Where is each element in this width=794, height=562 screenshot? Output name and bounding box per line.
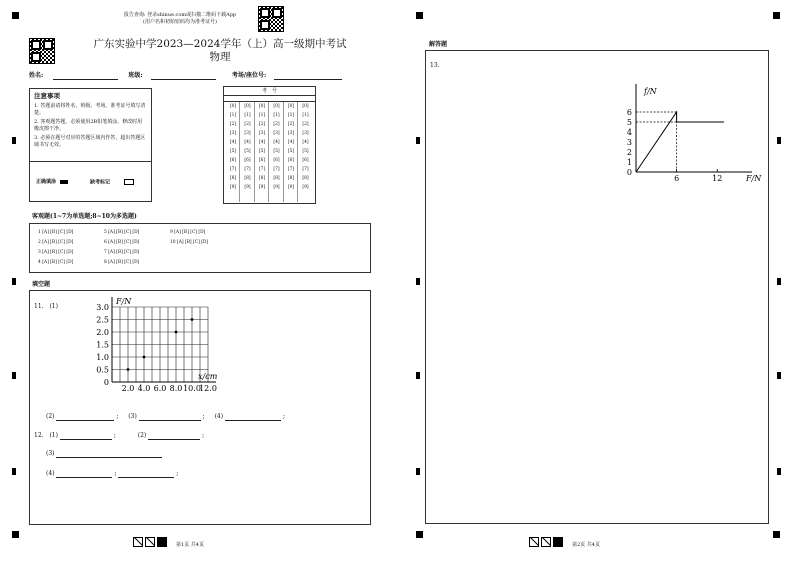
q11-part4-blank[interactable] xyxy=(225,413,281,421)
spring-force-extension-chart xyxy=(50,295,218,405)
exam-digit-bubble[interactable]: [4] xyxy=(273,140,280,145)
data-point xyxy=(143,356,146,359)
y-tick-label: 1.0 xyxy=(96,353,109,362)
q11-row-2: (2) ; (3) ; (4) ; xyxy=(46,413,285,420)
exam-digit-bubble[interactable]: [4] xyxy=(244,140,251,145)
objective-question[interactable]: 6 [A] [B] [C] [D] xyxy=(104,240,140,245)
exam-digit-bubble[interactable]: [9] xyxy=(287,185,295,190)
exam-number-grid xyxy=(223,86,316,204)
registration-mark xyxy=(12,531,19,538)
name-label: 姓名: xyxy=(29,72,44,79)
registration-mark xyxy=(416,278,420,285)
page2-number: 第2页 共4页 xyxy=(572,542,600,548)
exam-digit-bubble[interactable]: [1] xyxy=(244,113,251,118)
q12-row-1: 12. (1) ; (2) ; xyxy=(34,432,205,439)
exam-digit-bubble[interactable]: [2] xyxy=(244,122,251,127)
exam-digit-bubble[interactable]: [4] xyxy=(287,140,295,145)
exam-digit-bubble[interactable]: [9] xyxy=(273,185,280,190)
report-notice-line2: (用户名和初始密码均为准考证号) xyxy=(143,19,217,25)
q12-part2-blank[interactable] xyxy=(148,432,200,440)
q12-row-4: (4) ; ; xyxy=(46,470,179,477)
exam-digit-bubble[interactable]: [9] xyxy=(229,185,237,190)
page1-indicator xyxy=(133,531,169,550)
registration-mark xyxy=(12,468,16,475)
exam-title: 广东实验中学2023—2024学年（上）高一级期中考试 xyxy=(93,38,347,50)
y-tick-label: 1.5 xyxy=(96,340,109,350)
objective-question[interactable]: 1 [A] [B] [C] [D] xyxy=(38,230,74,235)
friction-force-chart xyxy=(622,73,762,183)
exam-digit-bubble[interactable]: [2] xyxy=(258,122,266,127)
class-field[interactable] xyxy=(151,72,216,80)
objective-title: 客观题(1~7为单选题;8~10为多选题) xyxy=(32,213,137,220)
exam-digit-bubble[interactable]: [5] xyxy=(273,149,280,154)
exam-digit-bubble[interactable]: [3] xyxy=(273,131,280,136)
y-tick-label: 1 xyxy=(626,158,632,167)
x-tick-label: 2.0 xyxy=(121,384,135,393)
exam-digit-bubble[interactable]: [6] xyxy=(287,158,295,163)
q11-part2-blank[interactable] xyxy=(56,413,114,421)
exam-digit-bubble[interactable]: [5] xyxy=(287,149,295,154)
exam-digit-bubble[interactable]: [2] xyxy=(287,122,295,127)
exam-digit-bubble[interactable]: [7] xyxy=(244,167,251,172)
data-point xyxy=(175,331,178,334)
exam-number-column xyxy=(256,102,269,202)
exam-digit-bubble[interactable]: [4] xyxy=(302,140,309,145)
exam-number-column xyxy=(227,102,240,202)
notes-title: 注意事项 xyxy=(34,92,60,100)
registration-mark xyxy=(773,12,780,19)
correct-fill-sample xyxy=(60,180,68,184)
exam-number-column xyxy=(242,102,255,202)
x-tick-label: 4.0 xyxy=(137,384,151,393)
q11-label: 11. (1) xyxy=(34,303,58,310)
page2-indicator xyxy=(529,531,565,550)
class-label: 班级: xyxy=(128,72,143,79)
exam-digit-bubble[interactable]: [3] xyxy=(302,131,309,136)
q12-part3-blank[interactable] xyxy=(56,450,162,458)
exam-digit-bubble[interactable]: [6] xyxy=(244,158,251,163)
objective-answer-box xyxy=(29,223,371,273)
objective-question[interactable]: 7 [A] [B] [C] [D] xyxy=(104,250,140,255)
y-tick-label: 0 xyxy=(626,168,632,177)
exam-digit-bubble[interactable]: [2] xyxy=(229,122,237,127)
name-field[interactable] xyxy=(53,72,118,80)
y-tick-label: 2.5 xyxy=(96,315,109,325)
exam-digit-bubble[interactable]: [0] xyxy=(258,104,266,109)
exam-digit-bubble[interactable]: [6] xyxy=(302,158,309,163)
exam-digit-bubble[interactable]: [6] xyxy=(258,158,266,163)
exam-digit-bubble[interactable]: [6] xyxy=(229,158,237,163)
q11-part4-label: (4) xyxy=(214,413,224,420)
objective-question[interactable]: 5 [A] [B] [C] [D] xyxy=(104,230,140,235)
student-info-row xyxy=(29,72,369,80)
registration-mark xyxy=(416,531,423,538)
q12-part1-label: (1) xyxy=(49,432,58,439)
q12-part1-blank[interactable] xyxy=(60,432,112,440)
exam-digit-bubble[interactable]: [9] xyxy=(258,185,266,190)
x-tick-label: 12 xyxy=(712,174,723,183)
seat-field[interactable] xyxy=(274,72,342,80)
y-tick-label: 3 xyxy=(626,138,632,147)
registration-mark xyxy=(12,12,19,19)
x-tick-label: 10.0 xyxy=(183,384,201,393)
exam-digit-bubble[interactable]: [8] xyxy=(273,176,280,181)
seat-label: 考场/座位号: xyxy=(231,72,267,79)
correct-fill-legend xyxy=(36,179,68,186)
registration-mark xyxy=(12,137,16,144)
objective-question[interactable]: 4 [A] [B] [C] [D] xyxy=(38,260,74,265)
exam-digit-bubble[interactable]: [7] xyxy=(302,167,309,172)
exam-digit-bubble[interactable]: [8] xyxy=(258,176,266,181)
x-tick-label: 12.0 xyxy=(199,384,217,393)
exam-digit-bubble[interactable]: [4] xyxy=(229,140,237,145)
q11-part3-label: (3) xyxy=(128,413,137,420)
registration-mark xyxy=(416,12,423,19)
exam-number-column xyxy=(285,102,298,202)
missing-exam-legend xyxy=(90,179,134,187)
x-tick-label: 6.0 xyxy=(153,384,167,393)
exam-digit-bubble[interactable]: [8] xyxy=(302,176,309,181)
registration-mark xyxy=(12,372,16,379)
registration-mark xyxy=(777,278,781,285)
y-axis-label: F/N xyxy=(116,297,132,306)
answer-section-title: 解答题 xyxy=(429,41,448,48)
exam-digit-bubble[interactable]: [0] xyxy=(302,104,309,109)
fill-blank-title: 填空题 xyxy=(32,281,51,288)
registration-mark xyxy=(416,372,420,379)
series-line xyxy=(636,112,724,172)
exam-subject: 物理 xyxy=(209,51,231,63)
y-tick-label: 3.0 xyxy=(96,303,109,312)
exam-digit-bubble[interactable]: [1] xyxy=(302,113,309,118)
exam-digit-bubble[interactable]: [7] xyxy=(229,167,237,172)
page1-number: 第1页 共4页 xyxy=(176,542,204,548)
exam-digit-bubble[interactable]: [2] xyxy=(302,122,309,127)
q12-row-3 xyxy=(46,450,162,458)
q12-part4-label: (4) xyxy=(46,470,55,477)
exam-digit-bubble[interactable]: [8] xyxy=(244,176,251,181)
notes-item: 2. 客观题答题，必须使用2B铅笔填涂，修改时用橡皮擦干净。 xyxy=(34,119,143,132)
objective-question[interactable]: 9 [A] [B] [C] [D] xyxy=(170,230,206,235)
exam-digit-bubble[interactable]: [5] xyxy=(302,149,309,154)
exam-digit-bubble[interactable]: [9] xyxy=(302,185,309,190)
y-tick-label: 2 xyxy=(626,148,632,157)
exam-digit-bubble[interactable]: [3] xyxy=(244,131,251,136)
q11-part2-label: (2) xyxy=(46,413,55,420)
registration-mark xyxy=(773,531,780,538)
y-tick-label: 6 xyxy=(626,108,632,117)
fill-blank-box xyxy=(29,290,371,525)
registration-mark xyxy=(416,137,420,144)
exam-number-header: 考 号 xyxy=(224,87,315,96)
exam-digit-bubble[interactable]: [0] xyxy=(287,104,295,109)
objective-question[interactable]: 10 [A] [B] [C] [D] xyxy=(170,240,209,245)
registration-mark xyxy=(416,468,420,475)
exam-digit-bubble[interactable]: [7] xyxy=(273,167,280,172)
registration-mark xyxy=(777,137,781,144)
q11-part3-blank[interactable] xyxy=(139,413,201,421)
exam-digit-bubble[interactable]: [8] xyxy=(229,176,237,181)
exam-digit-bubble[interactable]: [3] xyxy=(258,131,266,136)
registration-mark xyxy=(777,468,781,475)
objective-question[interactable]: 8 [A] [B] [C] [D] xyxy=(104,260,140,265)
q13-label: 13. xyxy=(430,62,440,69)
data-point xyxy=(127,368,130,371)
notes-item: 1. 答题前请将姓名、班级、考场、准考证号填写清楚。 xyxy=(34,103,146,116)
notes-item: 3. 必须在题号对应的答题区域内作答，超出答题区域书写无效。 xyxy=(34,135,146,148)
report-notice xyxy=(105,12,255,26)
y-tick-label: 5 xyxy=(626,118,632,127)
x-tick-label: 8.0 xyxy=(169,384,183,393)
exam-digit-bubble[interactable]: [6] xyxy=(273,158,280,163)
exam-digit-bubble[interactable]: [0] xyxy=(273,104,280,109)
q12-label: 12. xyxy=(34,432,44,439)
exam-digit-bubble[interactable]: [1] xyxy=(229,113,237,118)
exam-digit-bubble[interactable]: [5] xyxy=(244,149,251,154)
exam-digit-bubble[interactable]: [1] xyxy=(273,113,280,118)
answer-box xyxy=(425,50,769,524)
y-axis-label: f/N xyxy=(644,87,657,96)
notes-box xyxy=(29,88,152,202)
exam-digit-bubble[interactable]: [4] xyxy=(258,140,266,145)
objective-question[interactable]: 2 [A] [B] [C] [D] xyxy=(38,240,74,245)
x-tick-label: 6 xyxy=(674,174,680,183)
exam-digit-bubble[interactable]: [1] xyxy=(258,113,266,118)
y-tick-label: 2.0 xyxy=(96,328,109,337)
y-tick-label: 0 xyxy=(103,378,109,387)
missing-exam-checkbox[interactable] xyxy=(124,179,134,185)
correct-fill-label: 正确填涂 xyxy=(36,179,57,185)
y-tick-label: 0.5 xyxy=(96,365,109,375)
student-qr-code xyxy=(29,38,55,64)
q12-part2-label: (2) xyxy=(137,432,147,439)
exam-digit-bubble[interactable]: [7] xyxy=(258,167,266,172)
x-axis-label: F/N xyxy=(746,174,762,183)
data-point xyxy=(191,318,194,321)
q12-part4-blank-a[interactable] xyxy=(56,470,112,478)
y-tick-label: 4 xyxy=(626,128,632,137)
registration-mark xyxy=(12,278,16,285)
exam-digit-bubble[interactable]: [0] xyxy=(244,104,251,109)
exam-digit-bubble[interactable]: [5] xyxy=(229,149,237,154)
report-notice-line1: 报告查询: 登录shinue.com或扫描二维码下载App xyxy=(123,12,237,18)
q12-part3-label: (3) xyxy=(46,450,55,457)
q12-part4-blank-b[interactable] xyxy=(118,470,174,478)
missing-exam-label: 缺考标记 xyxy=(90,179,111,186)
x-axis-label: x/cm xyxy=(198,372,218,381)
exam-number-column xyxy=(300,102,312,202)
exam-digit-bubble[interactable]: [3] xyxy=(229,131,237,136)
registration-mark xyxy=(777,372,781,379)
exam-digit-bubble[interactable]: [5] xyxy=(258,149,266,154)
exam-digit-bubble[interactable]: [3] xyxy=(287,131,295,136)
exam-digit-bubble[interactable]: [7] xyxy=(287,167,295,172)
exam-digit-bubble[interactable]: [9] xyxy=(244,185,251,190)
download-qr-code[interactable] xyxy=(258,6,284,32)
objective-question[interactable]: 3 [A] [B] [C] [D] xyxy=(38,250,74,255)
exam-digit-bubble[interactable]: [0] xyxy=(229,104,237,109)
exam-digit-bubble[interactable]: [1] xyxy=(287,113,295,118)
exam-number-column xyxy=(271,102,284,202)
exam-digit-bubble[interactable]: [2] xyxy=(273,122,280,127)
exam-digit-bubble[interactable]: [8] xyxy=(287,176,295,181)
